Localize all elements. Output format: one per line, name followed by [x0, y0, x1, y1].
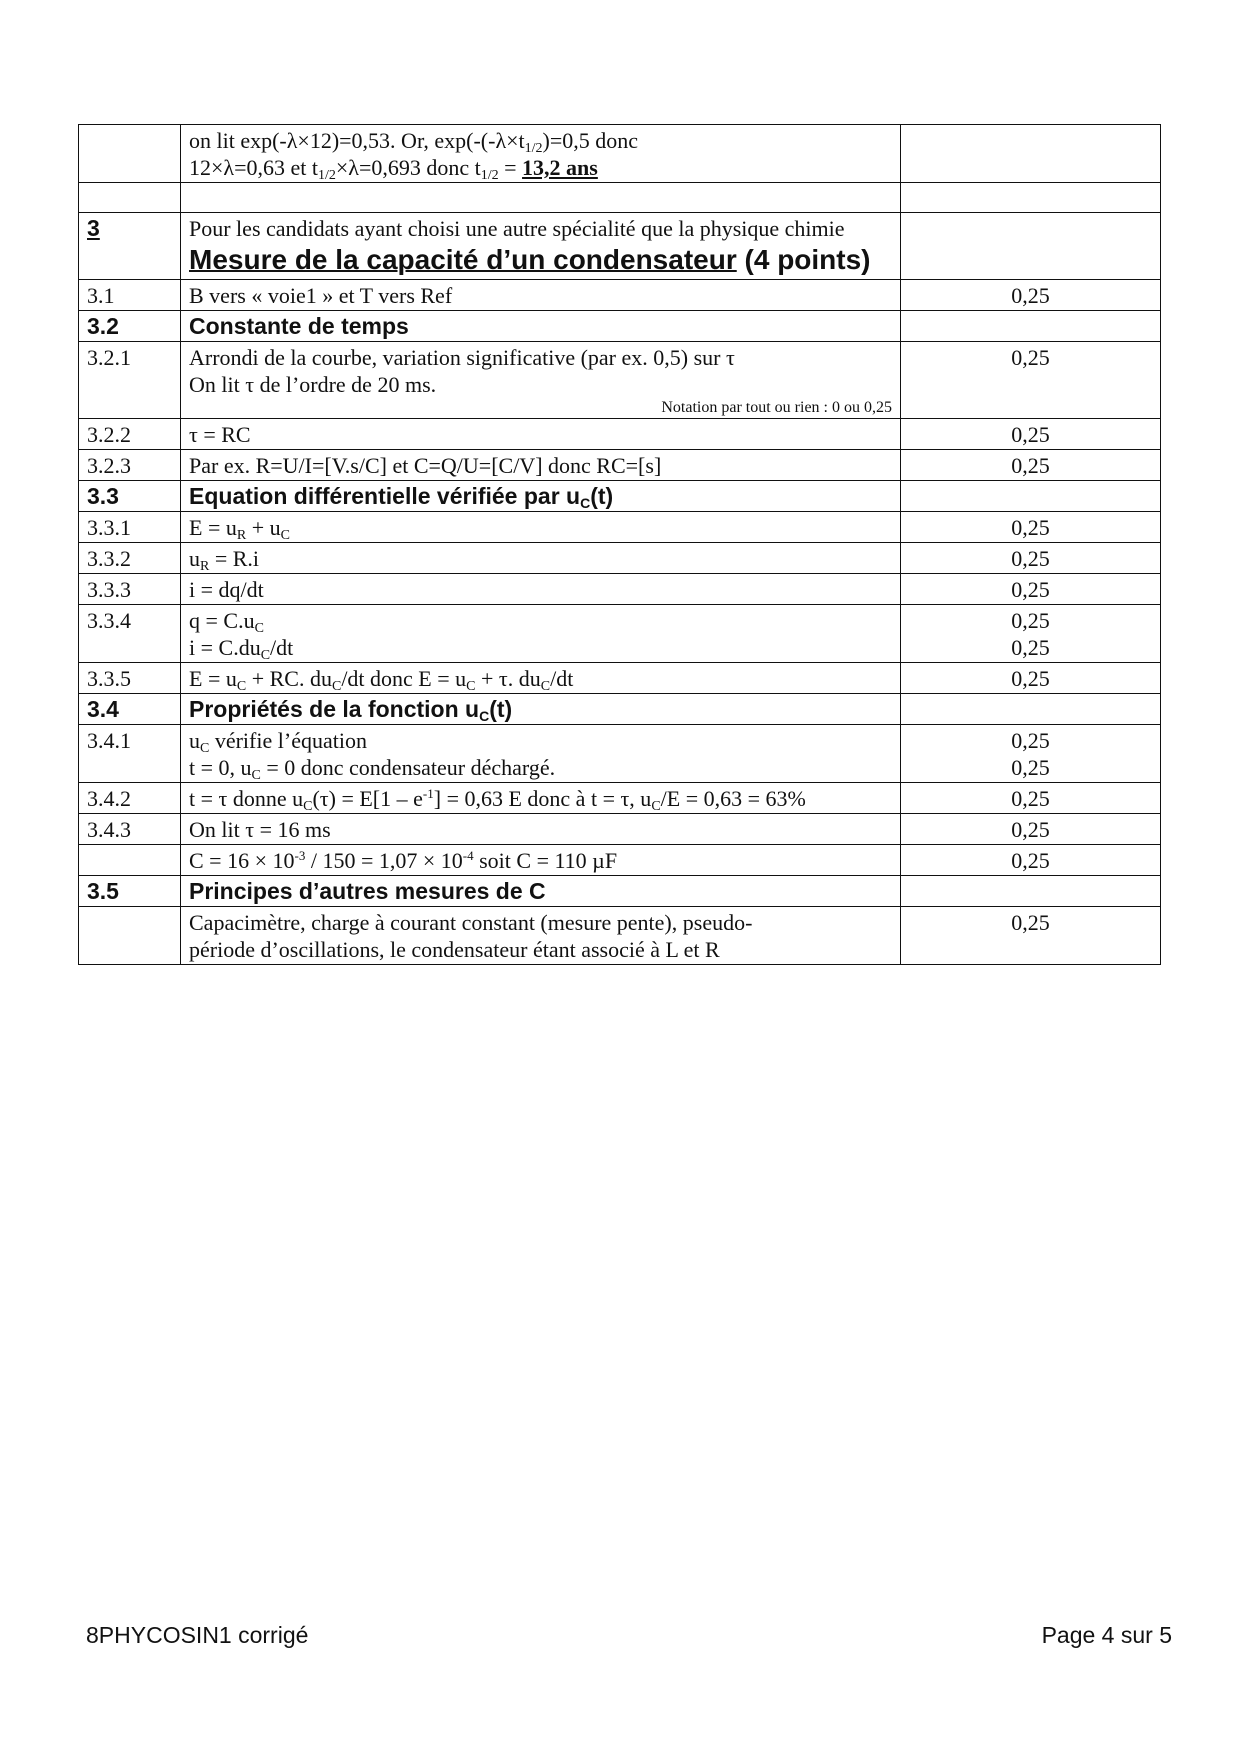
subsection-header-row	[79, 876, 1161, 907]
points-cell: 0,25	[901, 450, 1161, 481]
answer-cell: B vers « voie1 » et T vers Ref	[181, 280, 901, 311]
section-number-cell	[79, 213, 181, 280]
answer-cell: On lit τ = 16 ms	[181, 814, 901, 845]
question-number-cell	[79, 183, 181, 213]
question-number-cell: 3.2.2	[79, 419, 181, 450]
points-cell	[901, 694, 1161, 725]
section-title: Mesure de la capacité d’un condensateur (4 points)	[189, 244, 871, 275]
answer-cell: t = τ donne $u_C(\tau) = E[1 - e^{-1}] = 0,63$ E donc à t = τ, $u_C/E = 0,63 = 63\%$	[181, 783, 901, 814]
subsection-header-row	[79, 694, 1161, 725]
table-row	[79, 342, 1161, 419]
footer-page-number: Page 4 sur 5	[1041, 1622, 1172, 1648]
table-row	[79, 725, 1161, 783]
points-cell	[901, 183, 1161, 213]
table-row	[79, 663, 1161, 694]
points-cell	[901, 481, 1161, 512]
question-number-cell: 3.3.1	[79, 512, 181, 543]
table-row	[79, 419, 1161, 450]
question-number-cell: 3.3.5	[79, 663, 181, 694]
points-cell: 0,25	[901, 342, 1161, 419]
table-row	[79, 125, 1161, 183]
subsection-header-row	[79, 311, 1161, 342]
section-title-cell	[181, 213, 901, 280]
points-cell	[901, 311, 1161, 342]
points-cell: 0,25	[901, 783, 1161, 814]
section-header-row	[79, 213, 1161, 280]
subsection-title: Equation différentielle vérifiée par $u_C(t)$	[181, 481, 901, 512]
points-cell: 0,25	[901, 845, 1161, 876]
subsection-number: 3.3	[79, 481, 181, 512]
question-number-cell: 3.2.3	[79, 450, 181, 481]
question-number-cell: 3.3.2	[79, 543, 181, 574]
answer-cell: $q = C.u_C$ $i = C.du_C/dt$	[181, 605, 901, 663]
answer-cell: on lit exp(-λ×12)=0,53. Or, $\exp(-(-\lambda\times t_{1/2})=0,5$ donc 12×λ=0,63 et $t_{1/2}\times\lambda=0,693$ donc $t_{1/2} = 13,2$ ans	[181, 125, 901, 183]
points-cell	[901, 125, 1161, 183]
grading-table	[78, 124, 1161, 965]
question-number-cell: 3.1	[79, 280, 181, 311]
table-row	[79, 512, 1161, 543]
points-cell: 0,25	[901, 814, 1161, 845]
table-row	[79, 814, 1161, 845]
points-cell	[901, 213, 1161, 280]
points-cell: 0,25 0,25	[901, 605, 1161, 663]
table-row	[79, 605, 1161, 663]
question-number-cell: 3.3.3	[79, 574, 181, 605]
answer-cell: $E = u_R + u_C$	[181, 512, 901, 543]
points-cell: 0,25	[901, 419, 1161, 450]
answer-cell: $u_R = R.i$	[181, 543, 901, 574]
table-row	[79, 543, 1161, 574]
points-cell: 0,25	[901, 574, 1161, 605]
question-number-cell: 3.3.4	[79, 605, 181, 663]
section-number: 3	[87, 215, 100, 241]
subsection-title: Propriétés de la fonction $u_C(t)$	[181, 694, 901, 725]
table-row	[79, 574, 1161, 605]
half-life-result: 13,2 ans	[522, 155, 598, 180]
question-number-cell	[79, 907, 181, 965]
answer-cell: $C = 16 \times 10^{-3} / 150 = 1,07 \times 10^{-4}$ soit C = 110 µF	[181, 845, 901, 876]
question-number-cell	[79, 125, 181, 183]
answer-cell	[181, 183, 901, 213]
subsection-number: 3.4	[79, 694, 181, 725]
grading-note: Notation par tout ou rien : 0 ou 0,25	[661, 399, 892, 416]
question-number-cell: 3.4.1	[79, 725, 181, 783]
answer-cell: Capacimètre, charge à courant constant (mesure pente), pseudo- période d’oscillations, le condensateur étant associé à L et R	[181, 907, 901, 965]
table-row	[79, 845, 1161, 876]
points-cell	[901, 876, 1161, 907]
points-cell: 0,25	[901, 280, 1161, 311]
question-number-cell: 3.4.2	[79, 783, 181, 814]
answer-cell: $E = u_C$ + RC. $du_C/dt$ donc $E = u_C + \tau$. $du_C/dt$	[181, 663, 901, 694]
table-row	[79, 907, 1161, 965]
subsection-title: Principes d’autres mesures de C	[181, 876, 901, 907]
question-number-cell: 3.4.3	[79, 814, 181, 845]
points-cell: 0,25	[901, 907, 1161, 965]
subsection-title: Constante de temps	[181, 311, 901, 342]
subsection-header-row	[79, 481, 1161, 512]
answer-cell: Arrondi de la courbe, variation significative (par ex. 0,5) sur τ On lit τ de l’ordre de 20 ms. Notation par tout ou rien : 0 ou 0,25	[181, 342, 901, 419]
points-cell: 0,25 0,25	[901, 725, 1161, 783]
answer-cell: τ = RC	[181, 419, 901, 450]
table-row	[79, 183, 1161, 213]
answer-cell: Par ex. R=U/I=[V.s/C] et C=Q/U=[C/V] donc RC=[s]	[181, 450, 901, 481]
section-intro-text: Pour les candidats ayant choisi une autre spécialité que la physique chimie	[189, 216, 845, 241]
answer-cell: $u_C$ vérifie l’équation t = 0, $u_C = 0$ donc condensateur déchargé.	[181, 725, 901, 783]
question-number-cell: 3.2.1	[79, 342, 181, 419]
points-cell: 0,25	[901, 512, 1161, 543]
points-cell: 0,25	[901, 663, 1161, 694]
table-row	[79, 450, 1161, 481]
table-row	[79, 783, 1161, 814]
subsection-number: 3.2	[79, 311, 181, 342]
footer-document-code: 8PHYCOSIN1 corrigé	[86, 1622, 309, 1648]
subsection-number: 3.5	[79, 876, 181, 907]
answer-cell: i = dq/dt	[181, 574, 901, 605]
question-number-cell	[79, 845, 181, 876]
points-cell: 0,25	[901, 543, 1161, 574]
table-row	[79, 280, 1161, 311]
